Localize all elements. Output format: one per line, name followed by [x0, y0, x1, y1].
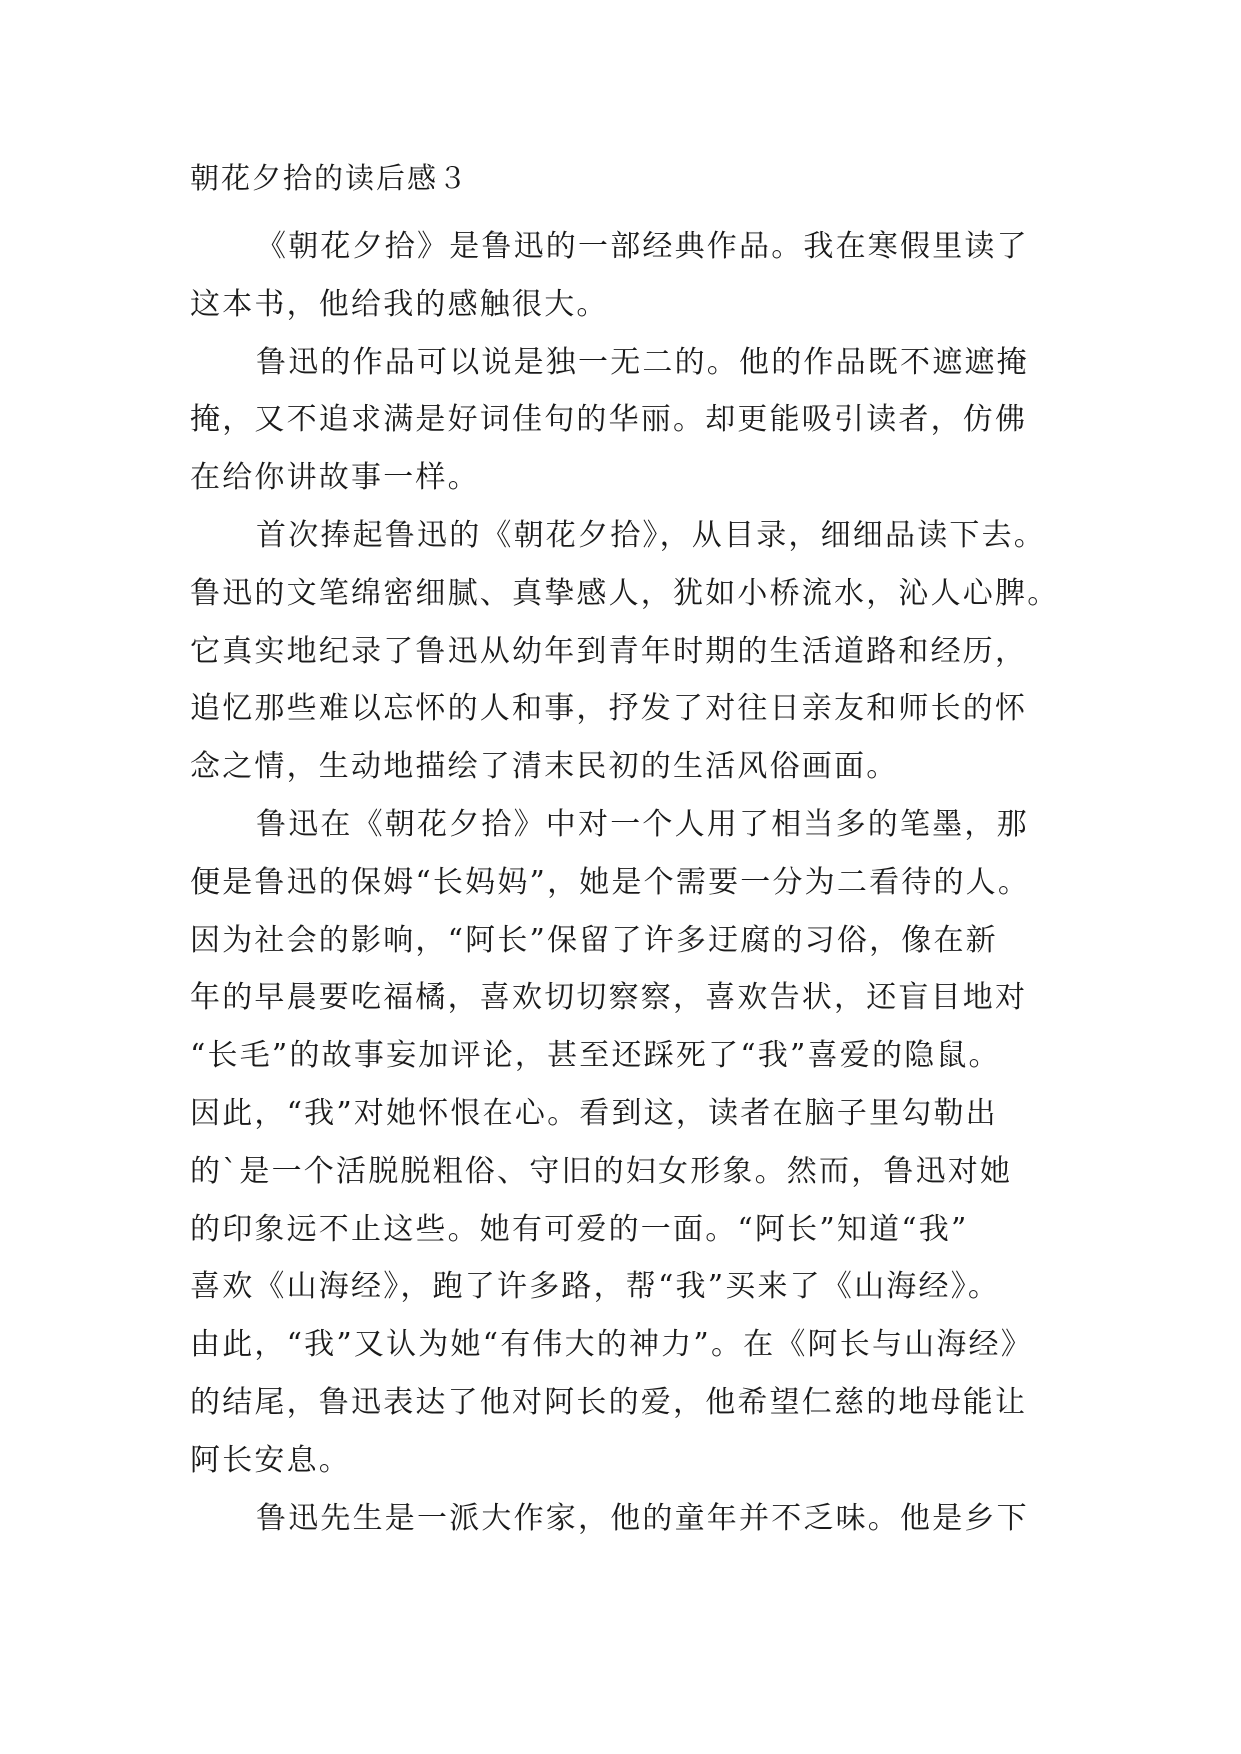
paragraph-line: 年的早晨要吃福橘，喜欢切切察察，喜欢告状，还盲目地对 — [190, 980, 1028, 1016]
document-body — [190, 218, 1070, 1547]
paragraph — [190, 334, 1070, 507]
paragraph-line: 这本书，他给我的感触很大。 — [190, 286, 609, 322]
paragraph-line: 掩，又不追求满是好词佳句的华丽。却更能吸引读者，仿佛 — [190, 402, 1028, 438]
paragraph-line: 的印象远不止这些。她有可爱的一面。“阿长”知道“我” — [190, 1211, 969, 1247]
paragraph — [190, 1490, 1070, 1548]
paragraph-line: 阿长安息。 — [190, 1442, 351, 1478]
paragraph-line: 的`是一个活脱脱粗俗、守旧的妇女形象。然而，鲁迅对她 — [190, 1153, 1013, 1189]
paragraph-line: 喜欢《山海经》，跑了许多路，帮“我”买来了《山海经》。 — [190, 1269, 1001, 1305]
paragraph-line: 由此，“我”又认为她“有伟大的神力”。在《阿长与山海经》 — [190, 1327, 1033, 1363]
paragraph — [190, 218, 1070, 334]
paragraph-line: 鲁迅先生是一派大作家，他的童年并不乏味。他是乡下 — [256, 1500, 1029, 1536]
paragraph-line: 鲁迅的作品可以说是独一无二的。他的作品既不遮遮掩 — [256, 344, 1029, 380]
paragraph-line: 在给你讲故事一样。 — [190, 460, 480, 496]
paragraph — [190, 507, 1070, 796]
paragraph-line: 它真实地纪录了鲁迅从幼年到青年时期的生活道路和经历， — [190, 633, 1028, 669]
paragraph-line: 鲁迅在《朝花夕拾》中对一个人用了相当多的笔墨，那 — [256, 806, 1029, 842]
paragraph-line: 因为社会的影响，“阿长”保留了许多迂腐的习俗，像在新 — [190, 922, 998, 958]
document-title: 朝花夕拾的读后感３ — [190, 161, 470, 195]
paragraph-line: 鲁迅的文笔绵密细腻、真挚感人，犹如小桥流水，沁人心脾。 — [190, 575, 1060, 611]
paragraph-line: 追忆那些难以忘怀的人和事，抒发了对往日亲友和师长的怀 — [190, 691, 1028, 727]
paragraph-line: “长毛”的故事妄加评论，甚至还踩死了“我”喜爱的隐鼠。 — [190, 1038, 1001, 1074]
paragraph-line: 首次捧起鲁迅的《朝花夕拾》，从目录，细细品读下去。 — [256, 517, 1046, 553]
paragraph-line: 便是鲁迅的保姆“长妈妈”，她是个需要一分为二看待的人。 — [190, 864, 1031, 900]
paragraph-line: 因此，“我”对她怀恨在心。看到这，读者在脑子里勾勒出 — [190, 1095, 998, 1131]
paragraph-line: 的结尾，鲁迅表达了他对阿长的爱，他希望仁慈的地母能让 — [190, 1384, 1028, 1420]
paragraph — [190, 796, 1070, 1490]
paragraph-line: 《朝花夕拾》是鲁迅的一部经典作品。我在寒假里读了 — [256, 229, 1029, 264]
paragraph-line: 念之情，生动地描绘了清末民初的生活风俗画面。 — [190, 749, 899, 785]
